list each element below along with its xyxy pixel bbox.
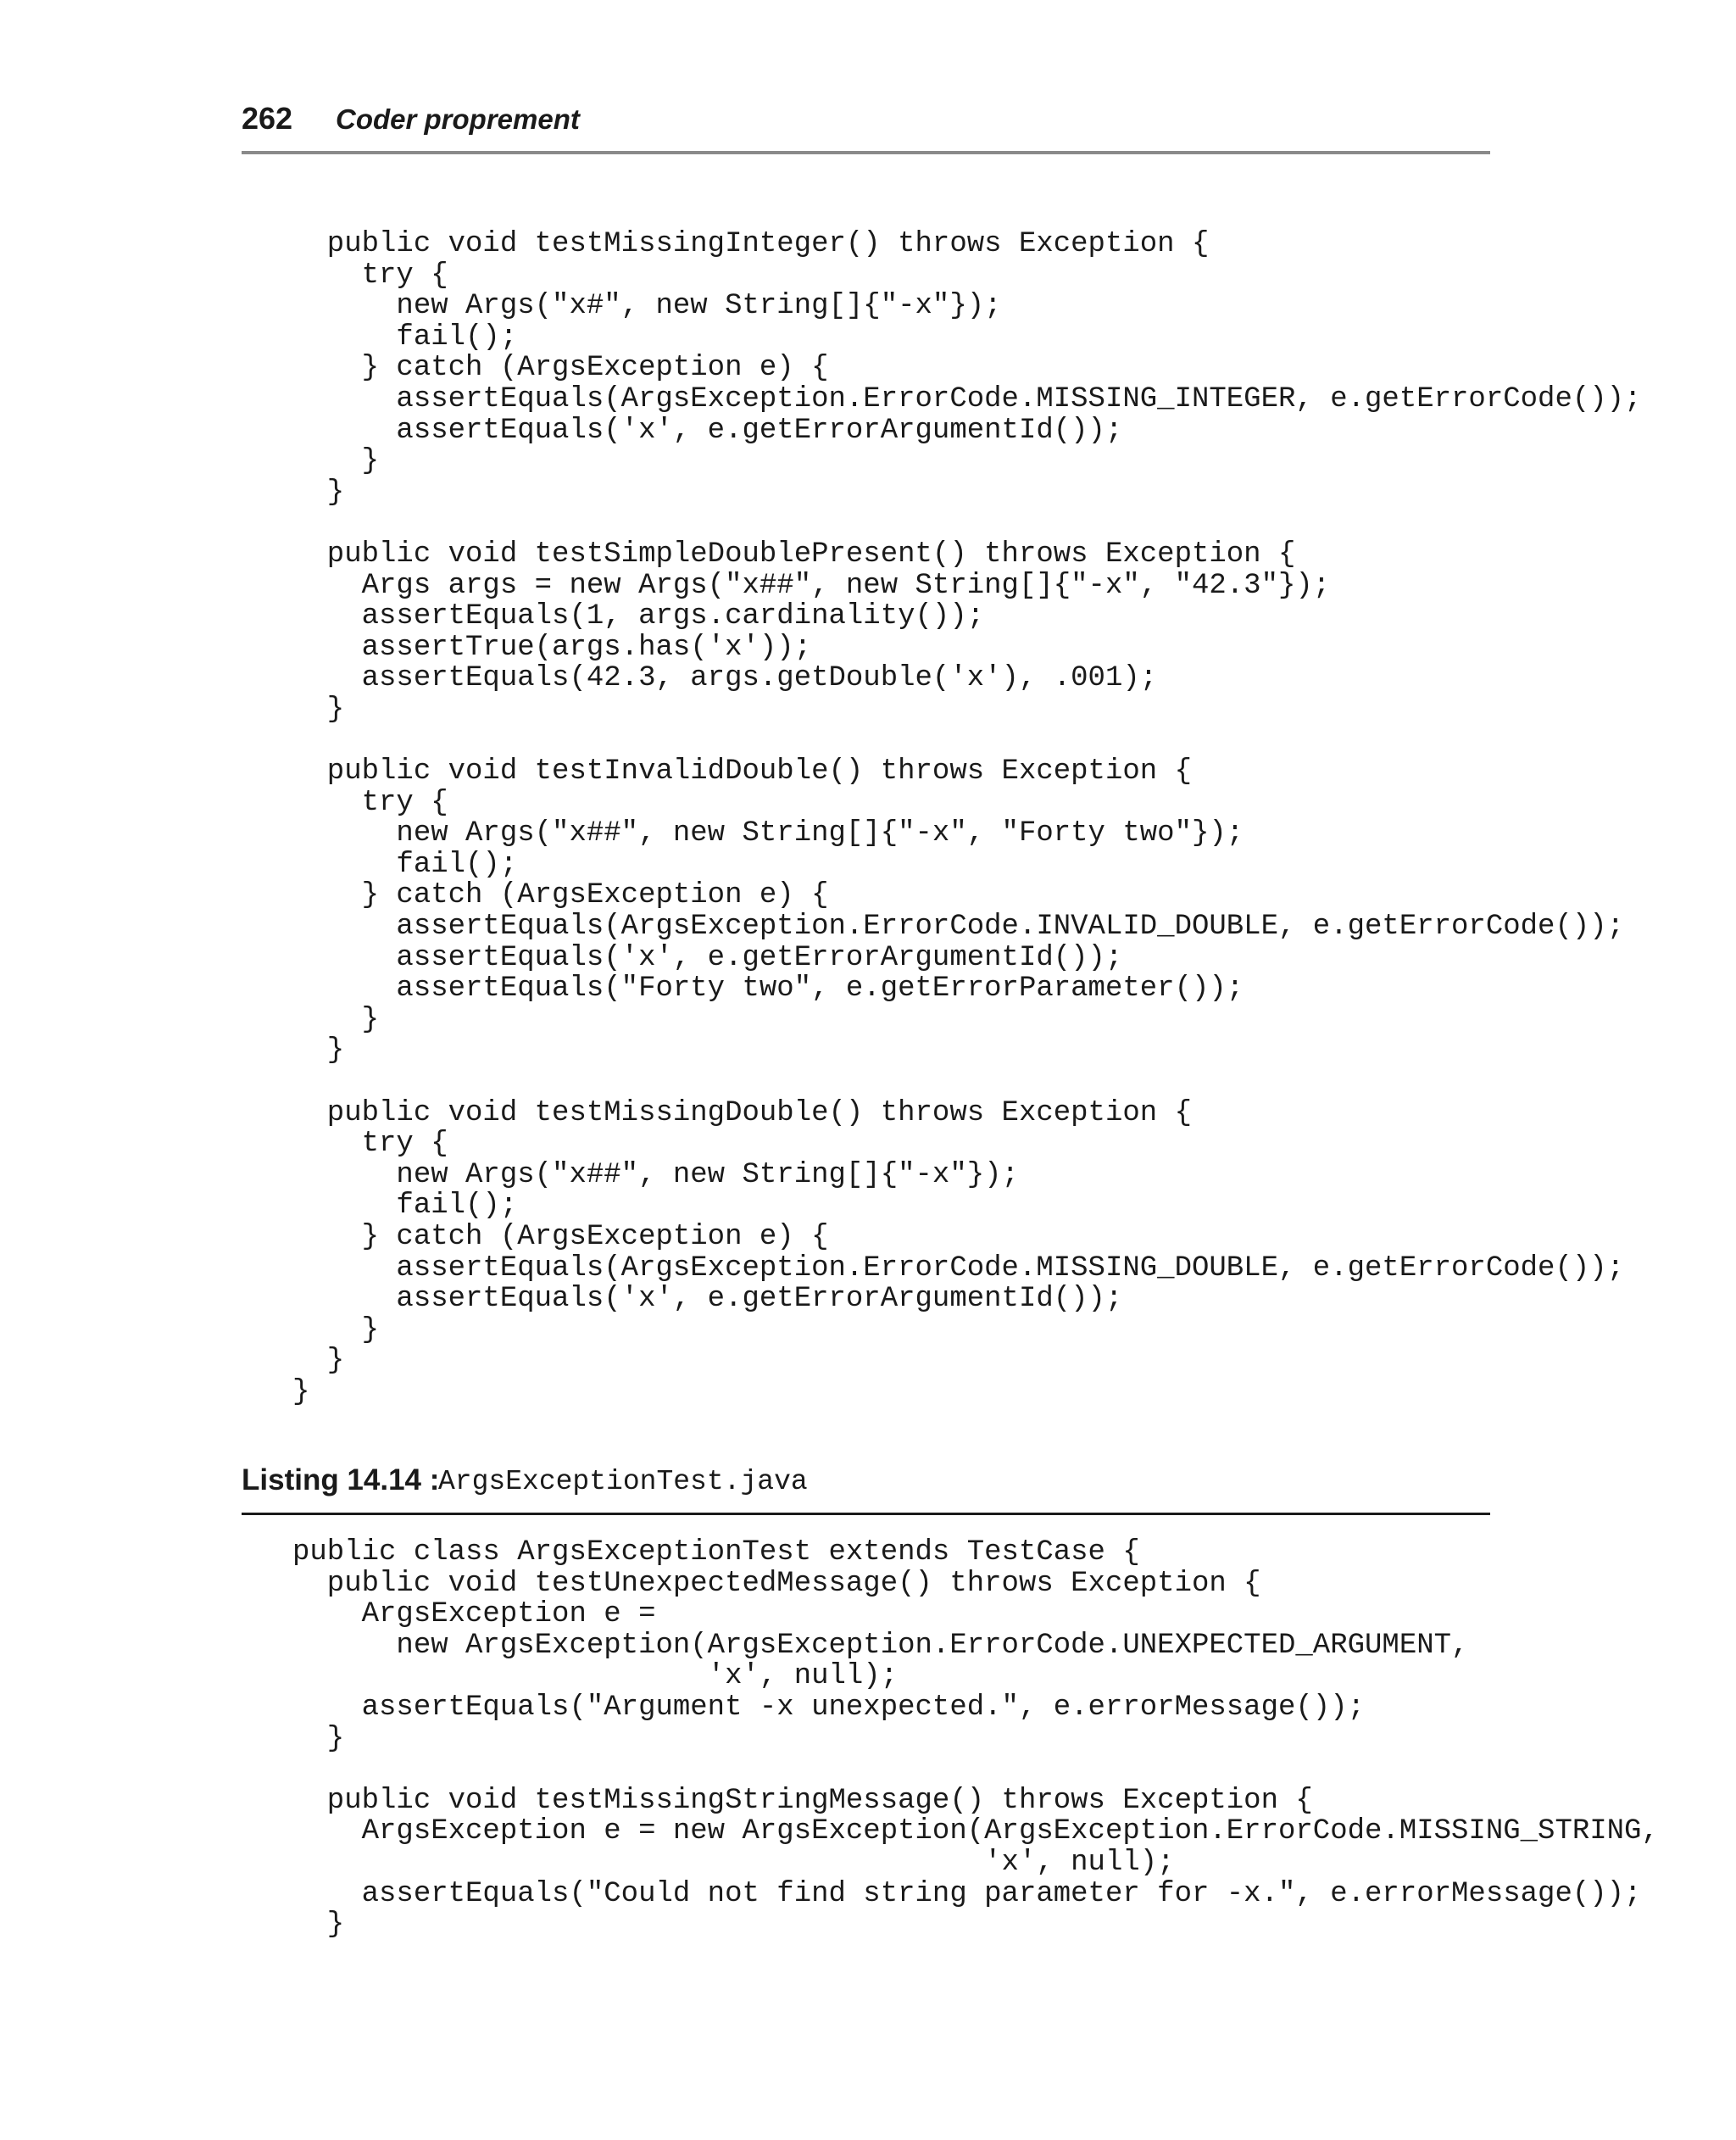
code-line [292, 508, 1641, 539]
code-line: try { [292, 786, 448, 819]
code-line: } [292, 1909, 345, 1942]
code-line: } [292, 1003, 380, 1036]
code-line: ArgsException e = new ArgsException(ArgsException.ErrorCode.MISSING_STRING, [292, 1815, 1659, 1848]
code-line: } [292, 693, 345, 726]
code-line: } catch (ArgsException e) { [292, 879, 829, 912]
code-line: assertEquals('x', e.getErrorArgumentId()); [292, 941, 1123, 974]
code-line: public void testMissingDouble() throws Exception { [292, 1096, 1192, 1129]
code-line: public void testMissingStringMessage() throws Exception { [292, 1784, 1313, 1817]
code-line: assertEquals(ArgsException.ErrorCode.MISSING_INTEGER, e.getErrorCode()); [292, 382, 1642, 415]
code-line: new ArgsException(ArgsException.ErrorCode.UNEXPECTED_ARGUMENT, [292, 1629, 1469, 1662]
code-line: } catch (ArgsException e) { [292, 352, 829, 385]
code-line: 'x', null); [292, 1846, 1175, 1879]
code-line: fail(); [292, 848, 518, 881]
code-line: assertEquals("Forty two", e.getErrorParameter()); [292, 972, 1244, 1006]
code-line: } [292, 445, 380, 478]
code-listing-bottom [292, 1537, 1659, 1941]
chapter-title: Coder proprement [336, 103, 580, 135]
code-line: } [292, 1034, 345, 1067]
code-line: fail(); [292, 320, 518, 354]
code-line [292, 726, 1641, 757]
code-line: assertEquals('x', e.getErrorArgumentId()); [292, 1283, 1123, 1316]
code-line: public void testSimpleDoublePresent() throws Exception { [292, 538, 1296, 571]
code-line: } catch (ArgsException e) { [292, 1221, 829, 1253]
code-listing-top [292, 229, 1641, 1408]
listing-filename: ArgsExceptionTest.java [438, 1466, 808, 1497]
code-line: new Args("x##", new String[]{"-x"}); [292, 1158, 1019, 1191]
code-line: new Args("x#", new String[]{"-x"}); [292, 290, 1002, 323]
code-line [292, 1754, 1659, 1786]
code-line: assertEquals(ArgsException.ErrorCode.INVALID_DOUBLE, e.getErrorCode()); [292, 911, 1625, 944]
code-line: public class ArgsExceptionTest extends TestCase { [292, 1536, 1140, 1569]
code-line: new Args("x##", new String[]{"-x", "Forty two"}); [292, 817, 1244, 850]
code-line: } [292, 1345, 345, 1378]
code-line: } [292, 1375, 310, 1408]
code-line: ArgsException e = [292, 1598, 656, 1631]
code-line: assertEquals(42.3, args.getDouble('x'), .001); [292, 662, 1158, 695]
code-line: } [292, 476, 345, 509]
code-line: fail(); [292, 1190, 518, 1223]
code-line: 'x', null); [292, 1660, 899, 1693]
code-line: public void testInvalidDouble() throws Exception { [292, 755, 1192, 789]
code-line: assertEquals("Argument -x unexpected.", e.errorMessage()); [292, 1691, 1366, 1724]
code-line: try { [292, 259, 448, 292]
code-line: try { [292, 1128, 448, 1161]
code-line: assertTrue(args.has('x')); [292, 631, 812, 664]
code-line: public void testMissingInteger() throws Exception { [292, 228, 1210, 260]
code-line: assertEquals('x', e.getErrorArgumentId()); [292, 414, 1123, 447]
code-line: Args args = new Args("x##", new String[]{"-x", "42.3"}); [292, 569, 1331, 602]
code-line: assertEquals("Could not find string parameter for -x.", e.errorMessage()); [292, 1877, 1642, 1910]
code-line: } [292, 1722, 345, 1755]
code-line [292, 1067, 1641, 1098]
code-line: } [292, 1313, 380, 1346]
page-header [242, 100, 1490, 154]
page-number: 262 [242, 101, 293, 136]
code-line: public void testUnexpectedMessage() throws Exception { [292, 1567, 1261, 1600]
code-line: assertEquals(1, args.cardinality()); [292, 600, 985, 633]
code-line: assertEquals(ArgsException.ErrorCode.MISSING_DOUBLE, e.getErrorCode()); [292, 1251, 1625, 1285]
listing-caption [242, 1462, 1490, 1515]
listing-label: Listing 14.14 : [242, 1463, 440, 1496]
